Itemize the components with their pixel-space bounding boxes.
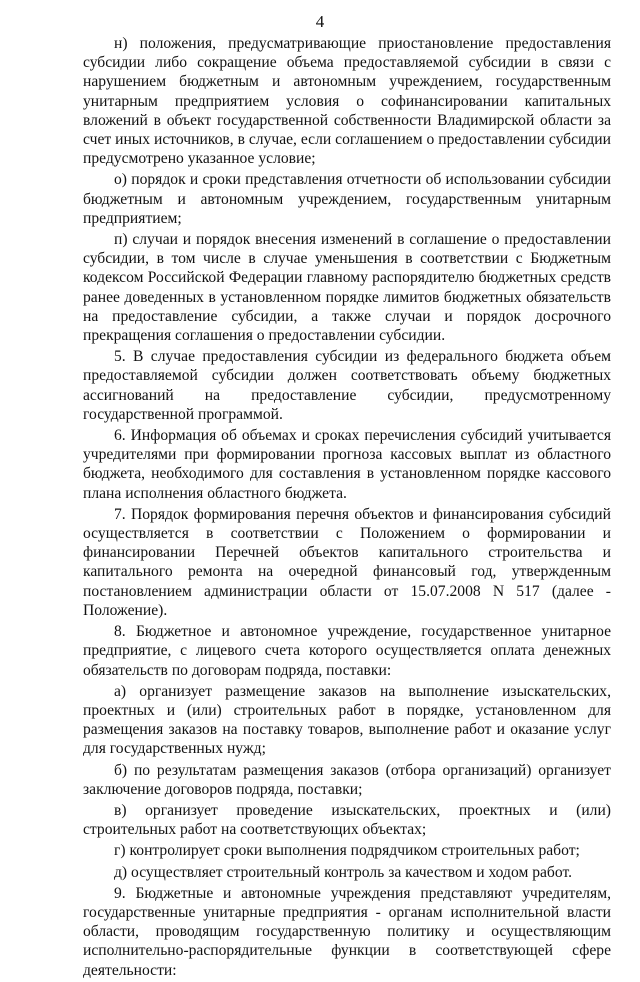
paragraph-5: 5. В случае предоставления субсидии из федерального бюджета объем предоставляемой субсидии должен соответствовать объему бюджетных ассигнований на предоставление субсидии, предусмотренному государственной программой.: [83, 348, 611, 423]
paragraph-8b: б) по результатам размещения заказов (отбора организаций) организует заключение договоров подряда, поставки;: [83, 761, 611, 798]
paragraph-o: о) порядок и сроки представления отчетности об использовании субсидии бюджетным и автономным учреждением, государственным унитарным предприятием;: [83, 171, 611, 227]
paragraph-8: 8. Бюджетное и автономное учреждение, государственное унитарное предприятие, с лицевого счета которого осуществляется оплата денежных обязательств по договорам подряда, поставки:: [83, 623, 611, 679]
paragraph-8a: а) организует размещение заказов на выполнение изыскательских, проектных и (или) строительных работ в порядке, установленном для размещения заказов на поставку товаров, выполнение работ и оказание услуг для государственных нужд;: [83, 682, 611, 758]
paragraph-8g: г) контролирует сроки выполнения подрядчиком строительных работ;: [114, 842, 580, 860]
paragraph-n: н) положения, предусматривающие приостановление предоставления субсидии либо сокращение объема предоставляемой субсидии в связи с нарушением бюджетным и автономным учреждением, государственным унитарным предприятием условия о софинансировании капитальных вложений в объект государственной собственности Владимирской области за счет иных источников, в случае, если соглашением о предоставлении субсидии предусмотрено указанное условие;: [83, 35, 611, 168]
document-body: [83, 34, 611, 982]
paragraph-6: 6. Информация об объемах и сроках перечисления субсидий учитывается учредителями при формировании прогноза кассовых выплат из областного бюджета, необходимого для составления в установленном порядке кассового плана исполнения областного бюджета.: [83, 427, 611, 502]
page-number: 4: [315, 12, 325, 31]
paragraph-8v: в) организует проведение изыскательских, проектных и (или) строительных работ на соответствующих объектах;: [83, 801, 611, 839]
paragraph-p: п) случаи и порядок внесения изменений в соглашение о предоставлении субсидии, в том числе в случае уменьшения в соответствии с Бюджетным кодексом Российской Федерации главному распорядителю бюджетных средств ранее доведенных в установленном порядке лимитов бюджетных обязательств на предоставление субсидии, а также случаи и порядок досрочного прекращения соглашения о предоставлении субсидии.: [83, 231, 611, 345]
paragraph-9: 9. Бюджетные и автономные учреждения представляют учредителям, государственные унитарные предприятия - органам исполнительной власти области, проводящим государственную политику и осуществляющим исполнительно-распорядительные функции в соответствующей сфере деятельности:: [83, 884, 611, 979]
paragraph-8d: д) осуществляет строительный контроль за качеством и ходом работ.: [114, 863, 572, 881]
paragraph-7: 7. Порядок формирования перечня объектов и финансирования субсидий осуществляется в соответствии с Положением о формировании и финансировании Перечней объектов капитального строительства и капитального ремонта на очередной финансовый год, утвержденным постановлением администрации области от 15.07.2008 N 517 (далее - Положение).: [83, 505, 611, 619]
